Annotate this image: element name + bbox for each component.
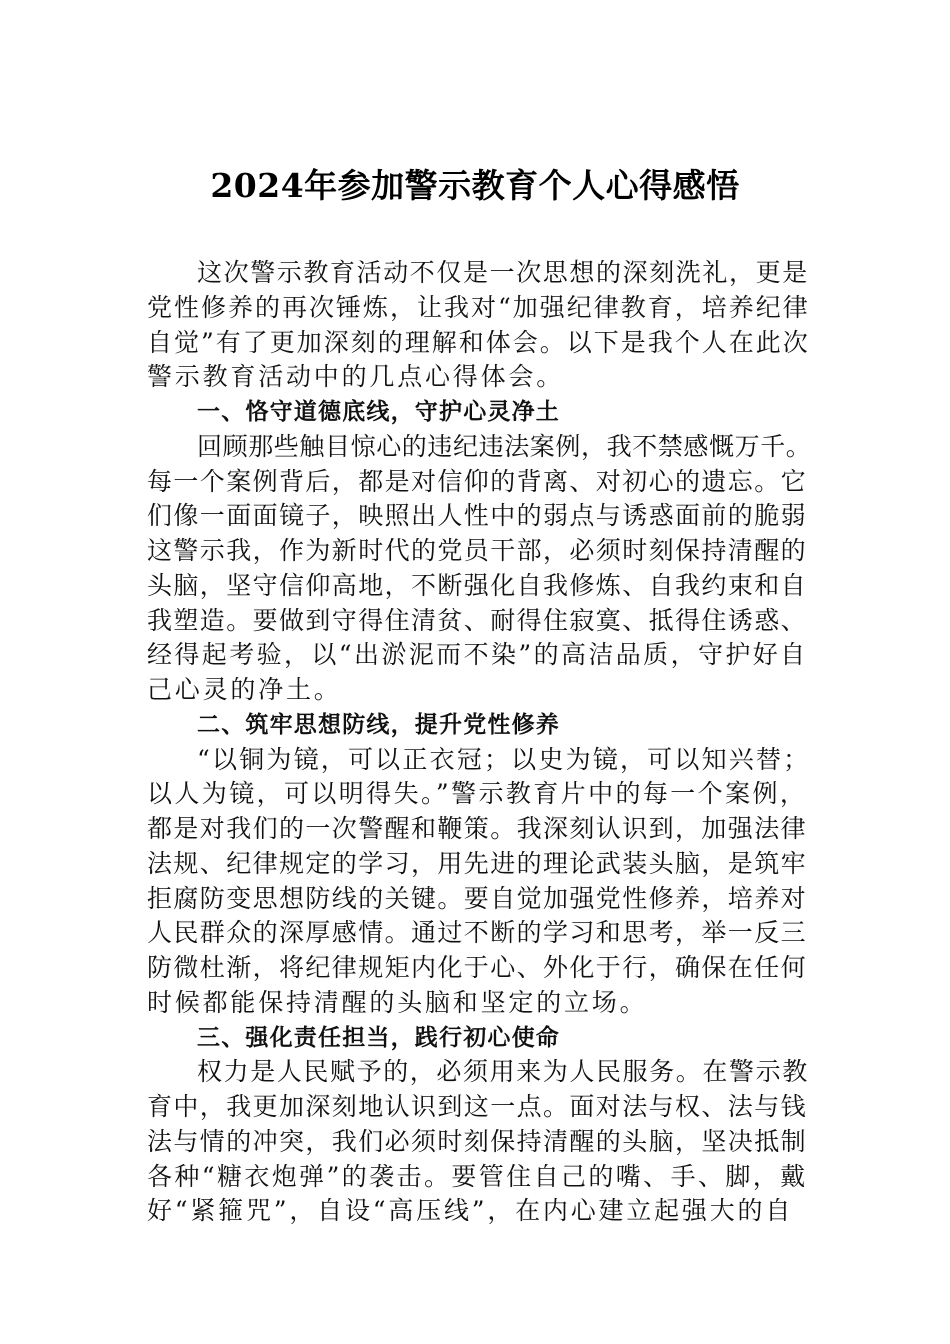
paragraph-line: 这次警示教育活动不仅是一次思想的深刻洗礼，更是 — [197, 258, 809, 287]
paragraph-line: 都是对我们的一次警醒和鞭策。我深刻认识到，加强法律 — [147, 814, 808, 843]
paragraph-line: 权力是人民赋予的，必须用来为人民服务。在警示教 — [197, 1057, 809, 1087]
paragraph-line: 头脑，坚守信仰高地，不断强化自我修炼、自我约束和自 — [147, 570, 808, 600]
paragraph-line: 这警示我，作为新时代的党员干部，必须时刻保持清醒的 — [147, 536, 808, 565]
paragraph-line: 自觉”有了更加深刻的理解和体会。以下是我个人在此次 — [147, 327, 810, 357]
document-body — [147, 256, 812, 1229]
section-heading: 一、恪守道德底线，守护心灵净土 — [197, 399, 560, 425]
paragraph-line: 时候都能保持清醒的头脑和坚定的立场。 — [147, 987, 648, 1017]
paragraph-line: 法与情的冲突，我们必须时刻保持清醒的头脑，坚决抵制 — [147, 1126, 808, 1156]
paragraph-line: 警示教育活动中的几点心得体会。 — [147, 362, 565, 392]
paragraph-line: 党性修养的再次锤炼，让我对“加强纪律教育，培养纪律 — [147, 292, 810, 322]
paragraph-line: 经得起考验，以“出淤泥而不染”的高洁品质，守护好自 — [147, 640, 808, 670]
paragraph-line: 好“紧箍咒”，自设“高压线”，在内心建立起强大的自 — [147, 1196, 794, 1226]
paragraph-line: “以铜为镜，可以正衣冠；以史为镜，可以知兴替； — [197, 744, 811, 774]
paragraph-line: 己心灵的净土。 — [147, 675, 342, 704]
paragraph-line: 以人为镜，可以明得失。”警示教育片中的每一个案例， — [147, 779, 808, 809]
paragraph-line: 回顾那些触目惊心的违纪违法案例，我不禁感慨万千。 — [197, 431, 812, 461]
paragraph-line: 人民群众的深厚感情。通过不断的学习和思考，举一反三 — [147, 918, 808, 948]
paragraph-line: 我塑造。要做到守得住清贫、耐得住寂寞、抵得住诱惑、 — [147, 605, 808, 635]
paragraph-line: 各种“糖衣炮弹”的袭击。要管住自己的嘴、手、脚，戴 — [147, 1161, 808, 1191]
document-title: 2024年参加警示教育个人心得感悟 — [210, 166, 740, 205]
section-heading: 三、强化责任担当，践行初心使命 — [197, 1024, 560, 1051]
paragraph-line: 法规、纪律规定的学习，用先进的理论武装头脑，是筑牢 — [147, 848, 808, 878]
section-heading: 二、筑牢思想防线，提升党性修养 — [197, 711, 560, 738]
paragraph-line: 们像一面面镜子，映照出人性中的弱点与诱惑面前的脆弱 — [147, 501, 808, 531]
paragraph-line: 拒腐防变思想防线的关键。要自觉加强党性修养，培养对 — [147, 883, 808, 913]
paragraph-line: 防微杜渐，将纪律规矩内化于心、外化于行，确保在任何 — [147, 953, 808, 982]
paragraph-line: 育中，我更加深刻地认识到这一点。面对法与权、法与钱 — [147, 1092, 808, 1121]
paragraph-line: 每一个案例背后，都是对信仰的背离、对初心的遗忘。它 — [147, 466, 808, 496]
